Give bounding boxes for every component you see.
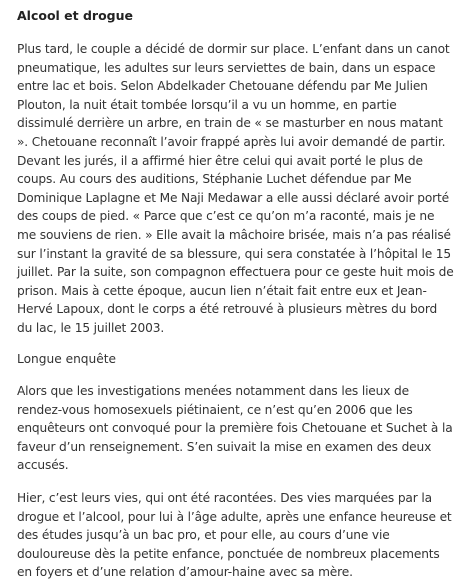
section-subheading: Longue enquête	[17, 351, 117, 366]
article-paragraph: Hier, c’est leurs vies, qui ont été racontées. Des vies marquées par la drogue et l’alcool, pour lui à l’âge adulte, après une enfance heureuse et des études jusqu’à un bac pro, et pour elle, au cours d’une vie douloureuse dès la petite enfance, ponctuée de nombreux placements en foyers et d’une relation d’amour-haine avec sa mère.	[17, 491, 452, 580]
article-paragraph: Plus tard, le couple a décidé de dormir sur place. L’enfant dans un canot pneumatique, les adultes sur leurs serviettes de bain, dans un espace entre lac et bois. Selon Abdelkader Chetouane défendu par Me Julien Plouton, la nuit était tombée lorsqu’il a vu un homme, en partie dissimulé derrière un arbre, en train de « se masturber en nous matant ». Chetouane reconnaît l’avoir frappé après lui avoir demandé de partir. Devant les jurés, il a affirmé hier être celui qui avait porté le plus de coups. Au cours des auditions, Stéphanie Luchet défendue par Me Dominique Laplagne et Me Naji Medawar a elle aussi déclaré avoir porté des coups de pied. « Parce que c’est ce qu’on m’a raconté, mais je ne me souviens de rien. » Elle avait la mâchoire brisée, mais n’a pas réalisé sur l’instant la gravité de sa blessure, qui sera constatée à l’hôpital le 15 juillet. Par la suite, son compagnon effectuera pour ce geste huit mois de prison. Mais à cette époque, aucun lien n’était fait entre eux et Jean-Hervé Lapoux, dont le corps a été retrouvé à plusieurs mètres du bord du lac, le 15 juillet 2003.	[17, 42, 454, 335]
article-paragraph: Alors que les investigations menées notamment dans les lieux de rendez-vous homosexuels piétinaient, ce n’est qu’en 2006 que les enquêteurs ont convoqué pour la première fois Chetouane et Suchet à la faveur d’un renseignement. S’en suivait la mise en examen des deux accusés.	[17, 384, 453, 473]
section-heading: Alcool et drogue	[17, 8, 134, 23]
